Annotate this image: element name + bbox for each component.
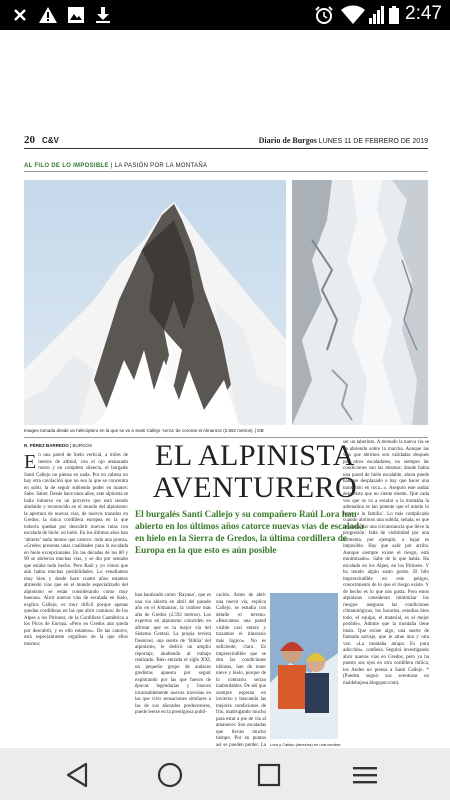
menu-icon[interactable] — [348, 758, 382, 792]
page-number: 20 — [24, 134, 35, 146]
kicker — [24, 163, 207, 169]
article-column-1 — [24, 453, 128, 745]
section-name: C&V — [42, 136, 59, 145]
headline-line2: AVENTURERO — [152, 471, 358, 504]
publication-info — [259, 136, 428, 145]
newspaper-page[interactable] — [0, 30, 450, 748]
column-3-text: cación. Antes de abrir una nueva vía, explica Callejo, se estudia con detalle el terreno. «Buscamos una pared visible casi entera y trazamos el itinerario más lógico». No es suficiente, claro. Es imprescindible que se den las condiciones idóneas, han de tener nieve y hielo, porque de lo contrario serían inabordables. De ahí que siempre esperan en invierno y buscando las mejores condiciones de frío, madrugando mucho para estar a pie de vía al amanecer. Son escaladas que llevan mucho tiempo. Por en puntos así se pueden perder. La — [216, 593, 266, 748]
warning-icon — [38, 6, 58, 24]
publication-date: LUNES 11 DE FEBRERO DE 2019 — [318, 138, 428, 145]
portrait-photo — [270, 593, 338, 739]
navigation-bar — [0, 748, 450, 800]
wifi-icon — [340, 6, 366, 24]
byline-place: BURGOS — [72, 443, 92, 448]
kicker-sub: LA PASIÓN POR LA MONTAÑA — [114, 163, 208, 169]
battery-icon — [388, 6, 400, 24]
main-photo — [24, 180, 286, 425]
kicker-main: AL FILO DE LO IMPOSIBLE — [24, 163, 109, 169]
recents-icon[interactable] — [252, 758, 286, 792]
article-column-2 — [135, 593, 211, 745]
publication-name: Diario de Burgos — [258, 136, 317, 145]
back-icon[interactable] — [60, 758, 94, 792]
column-4-text: ser un laberinto. A menudo la nueva vía se va abriendo sobre la marcha. Aunque las vías que abrimos son validadas después por otros escaladores, no siempre las condiciones son las mismas: donde había una pared de hielo escalable, ahora puede haberse desplazado o hay que hacer una transición en roca...». Aseguro este audaz deportista que no siente miedo. Que cada vez que se va a escalar a la montaña la adrenalina es tan potente que el miedo lo tiene ‘a la familia’. Lo más complicado cuando abrimos una subida, señala, es que se pueda dar una circunstancia que lleve la progresión: falta de visibilidad por una tormenta, por ejemplo; o bajar es imposible. Hay que salir por arriba. Aunque siempre existe el riesgo, está minimizado». Sabe de lo que habla. Ha escalado en los Alpes, en los Pirineos. Y ha tenido algún susto gordo. El hilo imprescindible en este peligro, conocimiento de lo que el riesgo existe. Y de hecho es lo que nos gusta. Pero estos alpinistas consideran minimizar los riesgos: aseguras las condiciones climatológicas, los horarios, estudias bien todo, el equipo, el material, es el mejor posible». Admite que la montaña tiene imán. Que existe algo, una suerte de llamada salvaje, que le atrae una y otra vez. «La montaña atrapa. Es pura adicción», confiesa. Seguirá investigando abrir nuevas vías en Gredos, pero ya ha puesto sus ojos en otra cordillera mítica, los Andes no piensa a Santi Callejo. *(Pueden seguir sus aventuras en maldebujosa.blogspot.com). — [343, 440, 429, 686]
image-icon — [67, 6, 85, 24]
photo-caption: Imagen tomada desde un helicóptero en la que se ve a Santi Callejo ‘cerca’ de coronar el Almanzor (2.592 metros). | DB — [24, 428, 264, 433]
download-icon — [94, 6, 112, 24]
headline-line1: EL ALPINISTA — [155, 439, 355, 472]
status-bar — [0, 0, 450, 30]
close-icon — [12, 6, 28, 24]
portrait-caption: Lora y Callejo (derecha) en una cumbre. — [270, 742, 342, 747]
page-header — [24, 134, 428, 146]
column-2-text: han bautizado como ‘Rayana’, que es una vía abierta en abril del pasado año en el Almanzor, la cumbre más alta de Gredos (2.592 metros). Los expertos en alpinismo coinciden en afirmar que es la mejor vía del Sistema Central. La propia revista Desnivel, una suerte de ‘Biblia’ del alpinismo, le dedicó un amplio reportaje, aludiendo al trabajo realizado. Bien entrada el siglo XXI, un pequeño grupo de audaces gredistas apuesta por seguir explorando por las que fueron de épocas legendarias y buscan incansablemente nuevas travesías en las que vivir sensaciones similares a las de sus añorados predecesores, puede leerse en la prestigiosa publi- — [135, 593, 211, 715]
byline: R. PÉREZ BARREDO | BURGOS — [24, 443, 92, 448]
dropcap: E — [24, 451, 37, 473]
byline-author: R. PÉREZ BARREDO — [24, 443, 69, 448]
headline — [135, 440, 375, 504]
header-rule — [24, 148, 428, 149]
signal-icon — [368, 6, 386, 24]
alarm-icon — [313, 6, 335, 24]
kicker-rule — [24, 171, 428, 172]
subheadline: El burgalés Santi Callejo y su compañero Raúl Lora han abierto en los últimos años catorce nuevas vías de escalada en hielo en la Sierra de Gredos, la última cordillera de Europa en la que esto es aún posible — [135, 509, 364, 555]
article-column-4 — [343, 440, 429, 745]
home-icon[interactable] — [153, 758, 187, 792]
kicker-separator: | — [110, 163, 115, 169]
article-column-3 — [216, 593, 266, 748]
column-1-text: n una pared de hielo vertical, a miles de metros de altitud, con el ojo atenazado rostro y en completo silencio, el burgalés Santi Callejo no piensa en nada. Por en cabeza no hay otra cavilación que no sea la que se concentra en subir, la de seguir subiendo poder en manos: Sabe. Saber. Desde hace unos años, este alpinista se halla inmerso en un proyecto que está siendo aluduido y reconocido en el mundo del alpinismo: la apertura de nuevas vías, de nuevos trazados en Gredos, la única cordillera europea en la que todavía quedan por descubrir nuevas rutas con escalada de hielo: en hielo. En los últimos años han ‘abierto’ nada menos que catorce. toda una proeza. «Gredos presenta unas cualidades para la escalada en hielo excepcionales. En las décadas de los 80 y 90 se abrieron muchas vías, y se dio por sentado que estaba todo hecho. Pero Raúl y yo vimos que aún había muchas posibilidades. Lo estudiamos muy bien y desde hace cuatro años estamos abriendo vías que en el mundo especializado del alpinismo se están considerando como muy buenas». Abrir nuevas vías de escalada en hielo, explica Callejo, es muy difícil porque apenas quedan cordilleras en las que abrir caminos: de los Alpes a los Pirineos, de la Cordillera Cantábrica a los Picos de Europa. «Pero en Gredos aún queda por descubrir, y es ello estamos». De las catorce, está especialmente orgulloso de la que ellos mismos — [24, 453, 128, 647]
clock: 2:47 — [405, 3, 442, 24]
byline-rule — [24, 437, 428, 438]
ice-wall-photo — [292, 180, 428, 425]
